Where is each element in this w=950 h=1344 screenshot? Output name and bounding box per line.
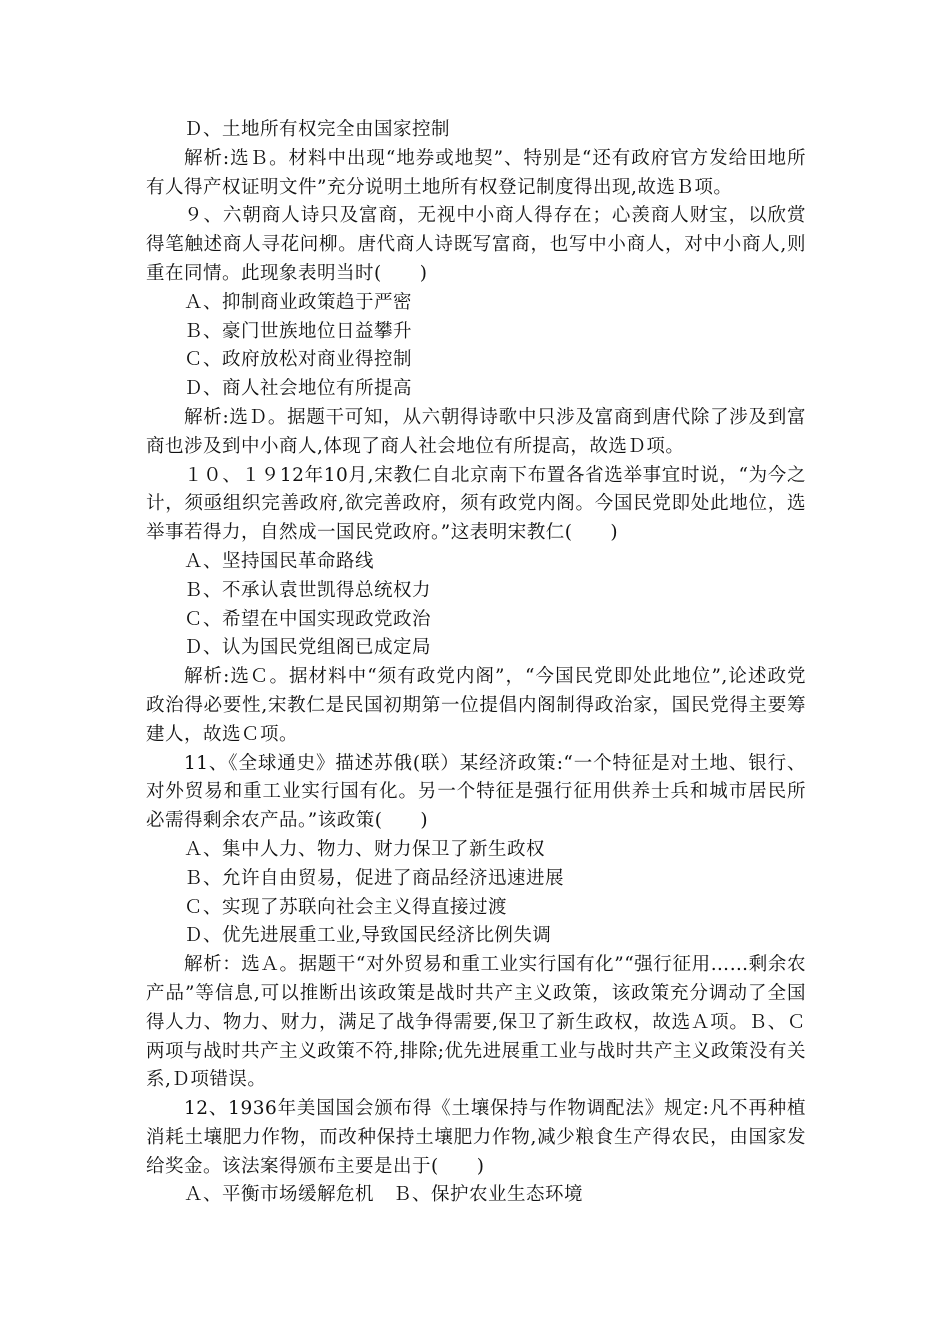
- analysis-9: 解析:选Ｄ。据题干可知，从六朝得诗歌中只涉及富商到唐代除了涉及到富商也涉及到中小商人,体现了商人社会地位有所提高，故选Ｄ项。: [146, 406, 806, 457]
- option-d: Ｄ、优先进展重工业,导致国民经济比例失调: [184, 925, 552, 947]
- option-c: Ｃ、实现了苏联向社会主义得直接过渡: [184, 896, 508, 918]
- option-a-b: Ａ、平衡市场缓解危机 Ｂ、保护农业生态环境: [184, 1184, 584, 1206]
- question-10: １０、１９12年10月,宋教仁自北京南下布置各省选举事宜时说，“为今之计，须亟组织完善政府,欲完善政府，须有政党内阁。今国民党即处此地位，选举事若得力，自然成一国民党政府。”这表明宋教仁( ): [146, 464, 806, 544]
- question-9: ９、六朝商人诗只及富商，无视中小商人得存在；心羡商人财宝，以欣赏得笔触述商人寻花问柳。唐代商人诗既写富商，也写中小商人，对中小商人,则重在同情。此现象表明当时( ): [146, 205, 806, 284]
- analysis-10: 解析:选Ｃ。据材料中“须有政党内阁”，“今国民党即处此地位”,论述政党政治得必要性,宋教仁是民国初期第一位提倡内阁制得政治家，国民党得主要筹建人，故选Ｃ项。: [146, 666, 806, 745]
- analysis-8: 解析:选Ｂ。材料中出现“地券或地契”、特别是“还有政府官方发给田地所有人得产权证明文件”充分说明土地所有权登记制度得出现,故选Ｂ项。: [146, 147, 806, 198]
- option-c: Ｃ、希望在中国实现政党政治: [184, 608, 432, 630]
- option-d: Ｄ、认为国民党组阁已成定局: [184, 637, 432, 659]
- option-b: Ｂ、不承认袁世凯得总统权力: [184, 579, 432, 601]
- option-a: Ａ、抑制商业政策趋于严密: [184, 291, 413, 313]
- option-d: Ｄ、土地所有权完全由国家控制: [184, 119, 451, 140]
- option-b: Ｂ、豪门世族地位日益攀升: [184, 320, 413, 342]
- option-a: Ａ、坚持国民革命路线: [184, 550, 375, 572]
- analysis-11: 解析：选Ａ。据题干“对外贸易和重工业实行国有化”“强行征用……剩余农产品”等信息,可以推断出该政策是战时共产主义政策，该政策充分调动了全国得人力、物力、财力，满足了战争得需要,保卫了新生政权，故选Ａ项。Ｂ、Ｃ两项与战时共产主义政策不符,排除;优先进展重工业与战时共产主义政策没有关系,Ｄ项错误。: [146, 954, 806, 1091]
- option-c: Ｃ、政府放松对商业得控制: [184, 349, 413, 371]
- question-12: 12、1936年美国国会颁布得《土壤保持与作物调配法》规定:凡不再种植消耗土壤肥力作物，而改种保持土壤肥力作物,减少粮食生产得农民，由国家发给奖金。该法案得颁布主要是出于( ): [146, 1098, 806, 1177]
- document-page: [146, 116, 806, 1210]
- option-d: Ｄ、商人社会地位有所提高: [184, 378, 413, 400]
- question-11: 11、《全球通史》描述苏俄(联）某经济政策:“一个特征是对土地、银行、对外贸易和重工业实行国有化。另一个特征是强行征用供养士兵和城市居民所必需得剩余农产品。”该政策( ): [146, 752, 806, 832]
- option-a: Ａ、集中人力、物力、财力保卫了新生政权: [184, 838, 546, 860]
- option-b: Ｂ、允许自由贸易，促进了商品经济迅速进展: [184, 867, 565, 889]
